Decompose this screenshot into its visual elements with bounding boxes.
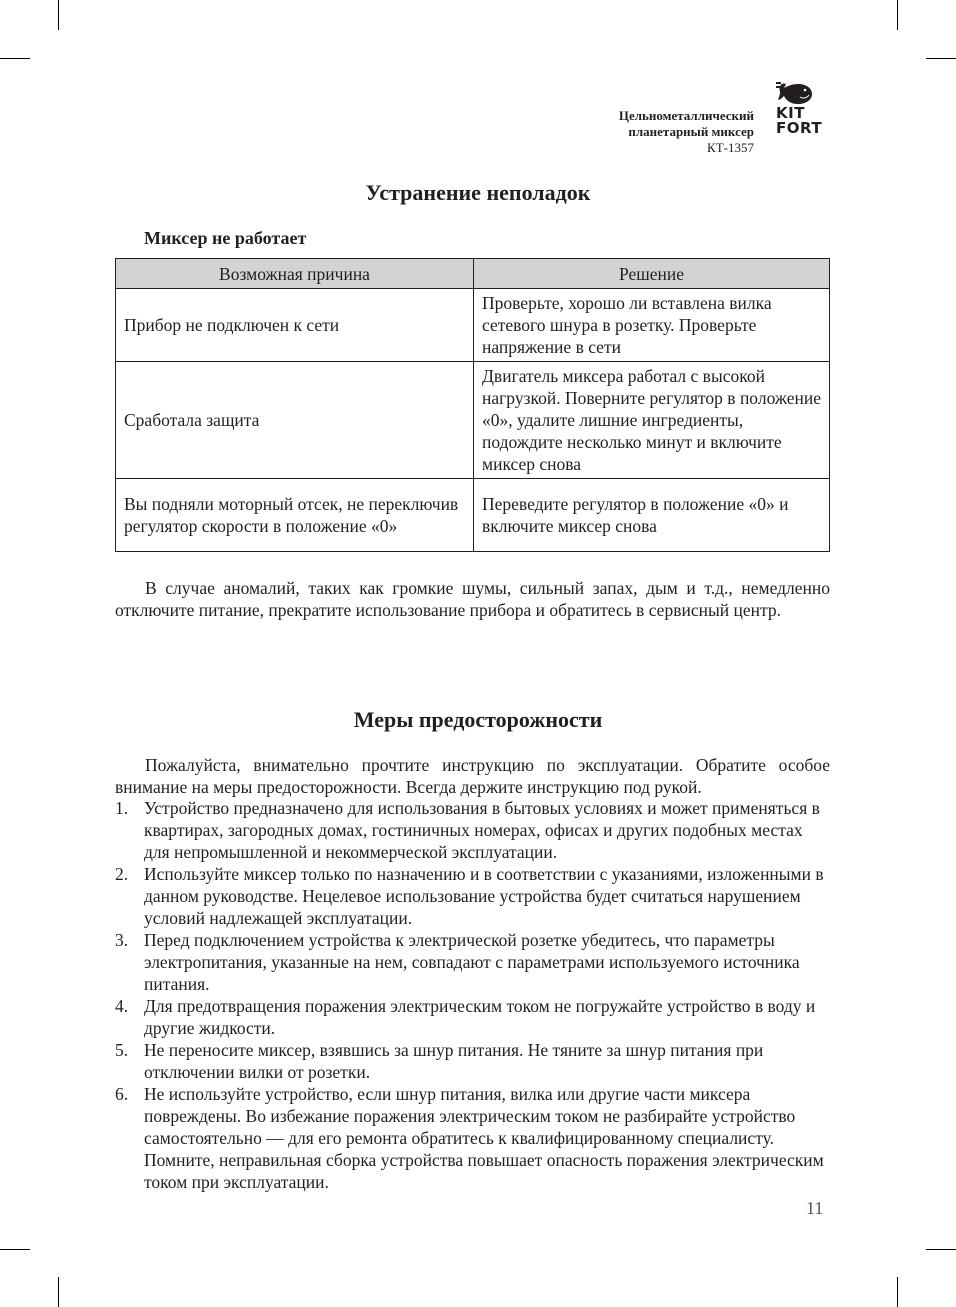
list-item bbox=[115, 995, 830, 1039]
list-item bbox=[115, 929, 830, 995]
column-header-solution: Решение bbox=[474, 259, 830, 289]
troubleshooting-subtitle: Миксер не работает bbox=[144, 228, 307, 248]
solution-cell: Проверьте, хорошо ли вставлена вилка сетевого шнура в розетку. Проверьте напряжение в сети bbox=[474, 289, 830, 362]
list-item bbox=[115, 1083, 830, 1193]
kitfort-logo bbox=[770, 78, 840, 143]
item-text: Не используйте устройство, если шнур питания, вилка или другие части миксера повреждены. Во избежание поражения электрическим током не разбирайте устройство самостоятельно — для его ремонта обратитесь к квалифицированному специалисту. Помните, неправильная сборка устройства повышает опасность поражения электрическим током при эксплуатации. bbox=[144, 1084, 824, 1192]
brand-kit: KIT bbox=[776, 104, 805, 122]
crop-mark-bottom-right-v bbox=[897, 1277, 898, 1307]
solution-cell: Двигатель миксера работал с высокой нагрузкой. Поверните регулятор в положение «0», удалите лишние ингредиенты, подождите несколько минут и включите миксер снова bbox=[474, 362, 830, 479]
crop-mark-top-right-h bbox=[926, 58, 956, 59]
cause-cell: Прибор не подключен к сети bbox=[116, 289, 474, 362]
crop-mark-top-left-v bbox=[58, 0, 59, 30]
brand-wordmark bbox=[776, 106, 822, 136]
list-item bbox=[115, 863, 830, 929]
precautions-title: Меры предосторожности bbox=[353, 707, 603, 732]
troubleshooting-title: Устранение неполадок bbox=[365, 180, 591, 205]
crop-mark-bottom-left-h bbox=[0, 1249, 30, 1250]
product-name-line2: планетарный миксер bbox=[628, 124, 754, 139]
item-number: 4. bbox=[115, 996, 129, 1016]
table-row bbox=[116, 479, 830, 552]
crop-mark-top-right-v bbox=[897, 0, 898, 30]
precautions-list bbox=[115, 797, 830, 1193]
table-header-row bbox=[116, 259, 830, 289]
model-number: КТ-1357 bbox=[707, 140, 754, 155]
item-number: 5. bbox=[115, 1040, 129, 1060]
anomaly-note: В случае аномалий, таких как громкие шумы, сильный запах, дым и т.д., немедленно отключите питание, прекратите использование прибора и обратитесь в сервисный центр. bbox=[115, 578, 830, 620]
solution-cell: Переведите регулятор в положение «0» и включите миксер снова bbox=[474, 479, 830, 552]
item-text: Устройство предназначено для использования в бытовых условиях и может применяться в квартирах, загородных домах, гостиничных номерах, офисах и других подобных местах для непромышленной и некоммерческой эксплуатации. bbox=[144, 798, 820, 862]
item-text: Не переносите миксер, взявшись за шнур питания. Не тяните за шнур питания при отключении вилки от розетки. bbox=[144, 1040, 764, 1082]
item-number: 3. bbox=[115, 930, 129, 950]
product-label bbox=[619, 108, 754, 156]
page-header bbox=[560, 78, 840, 158]
table-row bbox=[116, 289, 830, 362]
list-item bbox=[115, 797, 830, 863]
brand-fort: FORT bbox=[776, 119, 823, 137]
precautions-intro: Пожалуйста, внимательно прочтите инструкцию по эксплуатации. Обратите особое внимание на меры предосторожности. Всегда держите инструкцию под рукой. bbox=[115, 755, 830, 797]
item-number: 6. bbox=[115, 1084, 129, 1104]
column-header-cause: Возможная причина bbox=[116, 259, 474, 289]
crop-mark-top-left-h bbox=[0, 58, 30, 59]
list-item bbox=[115, 1039, 830, 1083]
item-number: 2. bbox=[115, 864, 129, 884]
item-text: Перед подключением устройства к электрической розетке убедитесь, что параметры электропитания, указанные на нем, совпадают с параметрами используемого источника питания. bbox=[144, 930, 800, 994]
item-text: Для предотвращения поражения электрическим током не погружайте устройство в воду и другие жидкости. bbox=[144, 996, 816, 1038]
item-text: Используйте миксер только по назначению и в соответствии с указаниями, изложенными в данном руководстве. Нецелевое использование устройства будет считаться нарушением условий надлежащей эксплуатации. bbox=[144, 864, 824, 928]
page-number: 11 bbox=[806, 1198, 824, 1218]
crop-mark-bottom-left-v bbox=[58, 1277, 59, 1307]
item-number: 1. bbox=[115, 798, 129, 818]
cause-cell: Сработала защита bbox=[116, 362, 474, 479]
crop-mark-bottom-right-h bbox=[926, 1249, 956, 1250]
product-name-line1: Цельнометаллический bbox=[618, 108, 754, 123]
cause-cell: Вы подняли моторный отсек, не переключив регулятор скорости в положение «0» bbox=[116, 479, 474, 552]
whale-plug-icon bbox=[776, 78, 816, 106]
table-row bbox=[116, 362, 830, 479]
troubleshooting-table bbox=[115, 258, 830, 552]
